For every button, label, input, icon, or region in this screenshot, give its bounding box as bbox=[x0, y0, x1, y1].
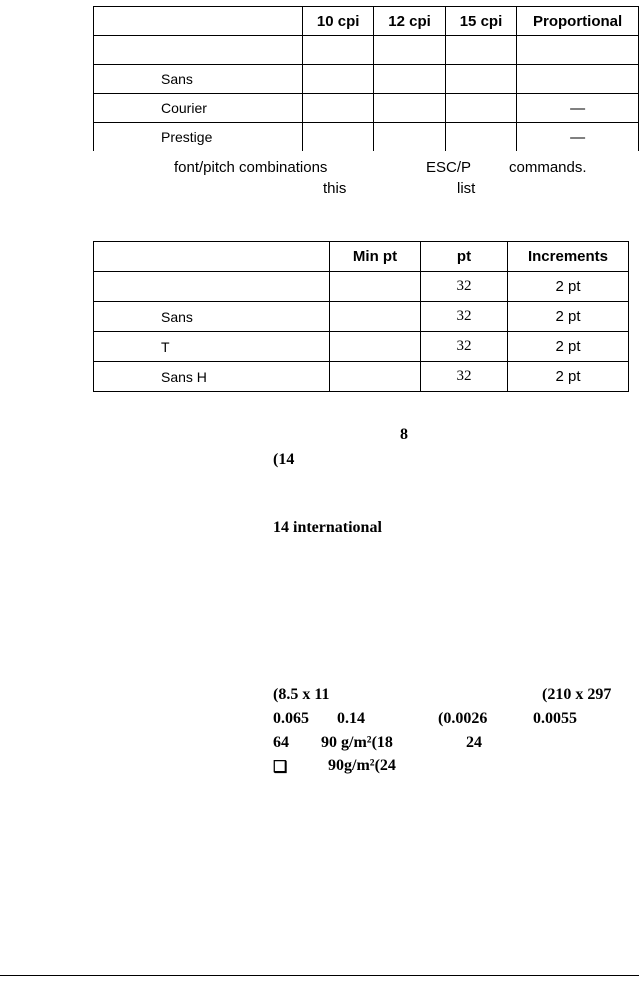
table-cell bbox=[374, 123, 445, 152]
header-cell: 10 cpi bbox=[302, 7, 373, 36]
body-text: (14 bbox=[273, 451, 295, 468]
row-label: Courier bbox=[94, 94, 303, 123]
body-text: 90g/m²(24 bbox=[328, 757, 396, 774]
checkbox-icon: ❑ bbox=[273, 759, 288, 776]
note-text: font/pitch combinations bbox=[174, 159, 328, 176]
table-cell: 2 pt bbox=[508, 272, 629, 302]
table-cell bbox=[517, 65, 639, 94]
table-cell bbox=[330, 272, 421, 302]
row-label: Sans H bbox=[94, 362, 330, 392]
table-cell: 2 pt bbox=[508, 332, 629, 362]
note-text: commands. bbox=[509, 159, 587, 176]
table-cell: 2 pt bbox=[508, 362, 629, 392]
table-row bbox=[94, 94, 639, 123]
row-label: Sans bbox=[94, 65, 303, 94]
table-row bbox=[94, 302, 629, 332]
table-cell bbox=[517, 36, 639, 65]
table-cell: 32 bbox=[421, 332, 508, 362]
table-row bbox=[94, 272, 629, 302]
body-text: 64 bbox=[273, 734, 289, 751]
font-pitch-table bbox=[93, 6, 639, 151]
table-header-row bbox=[94, 7, 639, 36]
row-label: T bbox=[94, 332, 330, 362]
row-label: Sans bbox=[94, 302, 330, 332]
table-cell: — bbox=[517, 123, 639, 152]
header-cell: 12 cpi bbox=[374, 7, 445, 36]
note-text: ESC/P bbox=[426, 159, 472, 176]
table-cell: — bbox=[517, 94, 639, 123]
body-text: (0.0026 bbox=[438, 710, 488, 727]
table-row bbox=[94, 123, 639, 152]
body-text: 0.14 bbox=[337, 710, 365, 727]
footer-divider bbox=[0, 975, 639, 976]
table-cell: 32 bbox=[421, 362, 508, 392]
header-cell: Proportional bbox=[517, 7, 639, 36]
header-cell bbox=[94, 242, 330, 272]
table-cell: 32 bbox=[421, 302, 508, 332]
body-text: 0.0055 bbox=[533, 710, 577, 727]
table-cell bbox=[445, 123, 516, 152]
header-cell: Min pt bbox=[330, 242, 421, 272]
table-cell bbox=[374, 36, 445, 65]
body-text: (8.5 x 11 bbox=[273, 686, 330, 703]
body-text: 8 bbox=[400, 426, 408, 443]
table-cell bbox=[374, 65, 445, 94]
table-cell bbox=[445, 94, 516, 123]
table-cell bbox=[302, 36, 373, 65]
table-cell bbox=[445, 36, 516, 65]
table-cell: 2 pt bbox=[508, 302, 629, 332]
row-label: Prestige bbox=[94, 123, 303, 152]
point-size-table bbox=[93, 241, 629, 392]
table-cell bbox=[302, 65, 373, 94]
table-cell bbox=[374, 94, 445, 123]
header-cell: 15 cpi bbox=[445, 7, 516, 36]
body-text: 14 international bbox=[273, 519, 382, 536]
table-cell: 32 bbox=[421, 272, 508, 302]
table-header-row bbox=[94, 242, 629, 272]
row-label bbox=[94, 36, 303, 65]
header-cell: Increments bbox=[508, 242, 629, 272]
table-cell bbox=[330, 362, 421, 392]
table-row bbox=[94, 36, 639, 65]
table-cell bbox=[445, 65, 516, 94]
body-text: 24 bbox=[466, 734, 482, 751]
body-text: (210 x 297 bbox=[542, 686, 612, 703]
table-cell bbox=[330, 302, 421, 332]
table-row bbox=[94, 362, 629, 392]
note-text: list bbox=[457, 180, 476, 197]
body-text: 0.065 bbox=[273, 710, 309, 727]
table-cell bbox=[330, 332, 421, 362]
note-text: this bbox=[323, 180, 347, 197]
table-cell bbox=[302, 94, 373, 123]
header-cell bbox=[94, 7, 303, 36]
header-cell: pt bbox=[421, 242, 508, 272]
table-cell bbox=[302, 123, 373, 152]
table-row bbox=[94, 332, 629, 362]
table-row bbox=[94, 65, 639, 94]
row-label bbox=[94, 272, 330, 302]
body-text: 90 g/m²(18 bbox=[321, 734, 393, 751]
